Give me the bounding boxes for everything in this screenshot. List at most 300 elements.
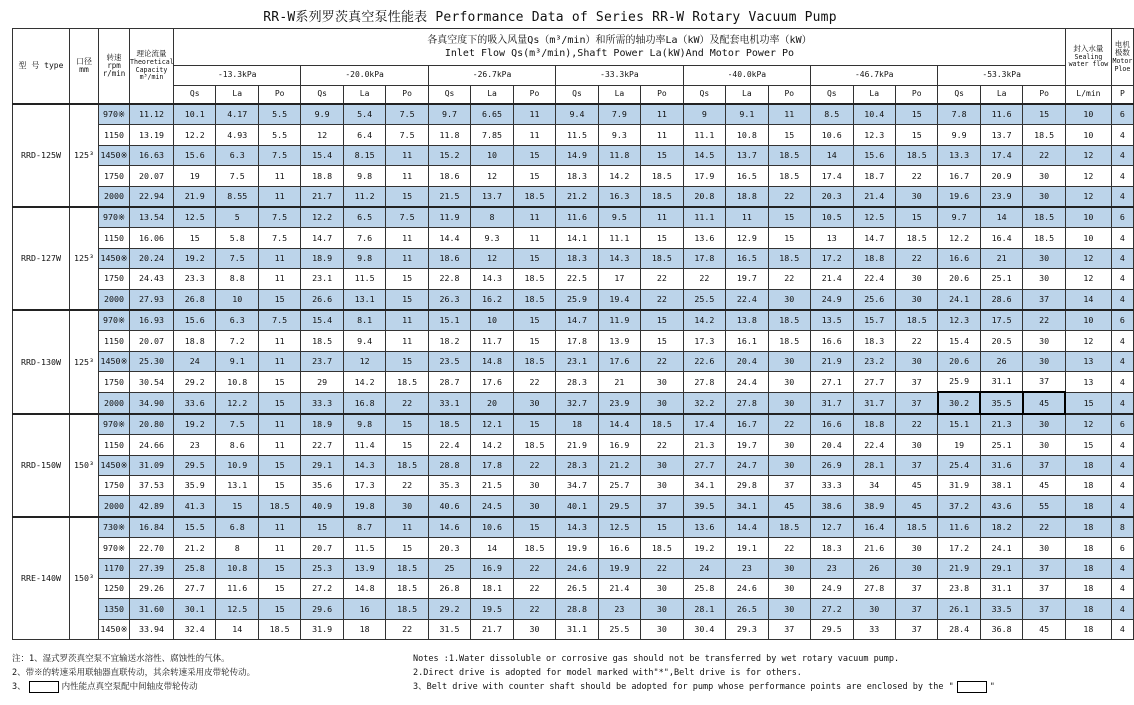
table-cell: 17.8	[471, 455, 513, 475]
table-cell: 18.3	[811, 538, 853, 558]
table-cell: 15	[258, 289, 300, 310]
table-cell: 15	[895, 125, 937, 145]
table-cell: 32.4	[174, 619, 216, 639]
table-cell: 33	[853, 619, 895, 639]
table-cell: 27.39	[130, 558, 174, 578]
table-cell: 15	[641, 517, 683, 538]
table-cell: 15	[768, 207, 810, 228]
table-cell: 9.3	[471, 228, 513, 248]
table-cell: 10	[1065, 104, 1111, 125]
table-cell: 30	[768, 558, 810, 578]
table-cell: 7.6	[343, 228, 385, 248]
table-cell: 7.2	[216, 331, 258, 351]
table-cell: 4	[1111, 186, 1133, 207]
table-cell: 11.6	[556, 207, 598, 228]
table-cell: 29.3	[726, 619, 768, 639]
table-cell: 11	[726, 207, 768, 228]
table-cell: 10.9	[216, 455, 258, 475]
table-cell: 31.1	[980, 372, 1022, 393]
table-cell: 1450※	[99, 455, 130, 475]
table-cell: 15.7	[853, 310, 895, 331]
table-cell: 18.8	[301, 166, 343, 186]
table-cell: 18.5	[513, 289, 555, 310]
table-cell: 11.1	[683, 207, 725, 228]
table-cell: 19	[938, 435, 980, 455]
table-cell: 11	[258, 331, 300, 351]
table-cell: 42.89	[130, 496, 174, 517]
table-cell: 14.7	[556, 310, 598, 331]
table-cell: 11.9	[428, 207, 470, 228]
table-cell: 24	[174, 351, 216, 371]
table-cell: 14.2	[471, 435, 513, 455]
table-cell: 16.8	[343, 392, 385, 413]
table-cell: 10	[216, 289, 258, 310]
table-cell: 11	[513, 228, 555, 248]
table-cell: 39.5	[683, 496, 725, 517]
table-cell: 15	[513, 166, 555, 186]
sub-header-qs: Qs	[938, 86, 980, 105]
table-row	[13, 248, 1134, 268]
table-cell: 40.9	[301, 496, 343, 517]
sub-header-po: Po	[258, 86, 300, 105]
table-cell: 18.5	[386, 599, 428, 619]
table-cell: 22.4	[853, 435, 895, 455]
table-cell: 30	[895, 351, 937, 371]
table-cell: 21.2	[174, 538, 216, 558]
table-cell: 18.5	[1023, 125, 1066, 145]
table-cell: 35.5	[980, 392, 1022, 413]
table-cell: 32.7	[556, 392, 598, 413]
table-cell: 12.9	[726, 228, 768, 248]
table-cell: 15.4	[938, 331, 980, 351]
table-cell: 37	[1023, 578, 1066, 598]
header-model: 型 号 type	[13, 29, 70, 105]
table-cell: 16.63	[130, 145, 174, 165]
table-cell: 7.5	[258, 207, 300, 228]
table-cell: 1350	[99, 599, 130, 619]
table-cell: 15	[258, 476, 300, 496]
table-cell: 21.7	[471, 619, 513, 639]
table-cell: 19	[174, 166, 216, 186]
table-cell: 16.6	[811, 331, 853, 351]
table-cell: 37	[768, 476, 810, 496]
table-cell: 7.5	[258, 228, 300, 248]
table-cell: 11	[386, 145, 428, 165]
table-cell: 34	[853, 476, 895, 496]
table-cell: 17.6	[471, 372, 513, 393]
table-cell: 11	[258, 166, 300, 186]
table-cell: 6.65	[471, 104, 513, 125]
table-cell: 10.8	[216, 558, 258, 578]
sub-header-po: Po	[1023, 86, 1066, 105]
table-cell: 16.5	[726, 166, 768, 186]
table-cell: 15	[386, 351, 428, 371]
table-cell: 24	[683, 558, 725, 578]
table-cell: 10.1	[174, 104, 216, 125]
table-cell: 33.1	[428, 392, 470, 413]
table-cell: 30	[641, 392, 683, 413]
table-cell: 15	[386, 538, 428, 558]
model-cell: RRD-127W	[13, 207, 70, 310]
table-cell: 21	[980, 248, 1022, 268]
table-cell: 30.2	[938, 392, 980, 413]
table-cell: 7.5	[386, 104, 428, 125]
table-cell: 19.4	[598, 289, 640, 310]
table-cell: 28.6	[980, 289, 1022, 310]
table-cell: 15	[216, 496, 258, 517]
sub-header-la: La	[726, 86, 768, 105]
table-cell: 31.09	[130, 455, 174, 475]
table-cell: 22	[1023, 145, 1066, 165]
table-cell: 35.6	[301, 476, 343, 496]
table-cell: 17.5	[980, 310, 1022, 331]
table-cell: 11.5	[556, 125, 598, 145]
table-cell: 12.2	[174, 125, 216, 145]
table-cell: 30	[1023, 269, 1066, 289]
table-cell: 15	[1023, 104, 1066, 125]
table-cell: 9.8	[343, 166, 385, 186]
vacuum-level-header: -53.3kPa	[938, 66, 1065, 86]
table-cell: 30.4	[683, 619, 725, 639]
table-cell: 31.1	[556, 619, 598, 639]
table-cell: 18.5	[641, 414, 683, 435]
sub-header-qs: Qs	[683, 86, 725, 105]
table-cell: 1150	[99, 435, 130, 455]
table-cell: 17.8	[683, 248, 725, 268]
table-cell: 16.5	[726, 248, 768, 268]
sub-header-po: Po	[641, 86, 683, 105]
table-cell: 29.6	[301, 599, 343, 619]
bore-cell: 125³	[70, 104, 99, 207]
table-row	[13, 496, 1134, 517]
table-cell: 7.5	[216, 414, 258, 435]
table-cell: 6	[1111, 538, 1133, 558]
table-cell: 17.3	[343, 476, 385, 496]
table-cell: 8.8	[216, 269, 258, 289]
table-cell: 7.5	[258, 145, 300, 165]
table-cell: 9.4	[343, 331, 385, 351]
table-cell: 19.9	[598, 558, 640, 578]
vacuum-level-header: -26.7kPa	[428, 66, 555, 86]
vacuum-level-header: -46.7kPa	[811, 66, 938, 86]
table-cell: 4	[1111, 435, 1133, 455]
table-cell: 18.5	[1023, 228, 1066, 248]
table-cell: 11	[641, 207, 683, 228]
table-cell: 9.9	[301, 104, 343, 125]
table-cell: 2000	[99, 186, 130, 207]
table-cell: 8.7	[343, 517, 385, 538]
table-cell: 970※	[99, 414, 130, 435]
table-cell: 30	[768, 351, 810, 371]
table-cell: 20.6	[938, 351, 980, 371]
table-cell: 15	[258, 372, 300, 393]
table-cell: 18.5	[768, 145, 810, 165]
table-cell: 22	[768, 538, 810, 558]
table-cell: 1450※	[99, 619, 130, 639]
table-cell: 22.70	[130, 538, 174, 558]
table-cell: 4	[1111, 476, 1133, 496]
table-cell: 37	[1023, 558, 1066, 578]
table-cell: 31.9	[301, 619, 343, 639]
table-cell: 4	[1111, 599, 1133, 619]
table-row	[13, 558, 1134, 578]
table-row	[13, 392, 1134, 413]
table-cell: 31.9	[938, 476, 980, 496]
table-cell: 16.84	[130, 517, 174, 538]
table-cell: 4	[1111, 125, 1133, 145]
table-cell: 22	[386, 392, 428, 413]
table-cell: 18.1	[471, 578, 513, 598]
table-cell: 30	[641, 599, 683, 619]
table-cell: 23.9	[598, 392, 640, 413]
table-row	[13, 538, 1134, 558]
table-cell: 1450※	[99, 351, 130, 371]
table-cell: 25.6	[853, 289, 895, 310]
table-cell: 15.4	[301, 310, 343, 331]
table-cell: 21.2	[556, 186, 598, 207]
table-row	[13, 166, 1134, 186]
table-cell: 28.8	[556, 599, 598, 619]
sub-header-la: La	[216, 86, 258, 105]
table-cell: 6.3	[216, 310, 258, 331]
table-cell: 29.5	[811, 619, 853, 639]
table-cell: 19.8	[343, 496, 385, 517]
table-cell: 8.55	[216, 186, 258, 207]
table-cell: 12	[471, 166, 513, 186]
table-cell: 30	[768, 455, 810, 475]
table-cell: 17.4	[980, 145, 1022, 165]
table-cell: 8.15	[343, 145, 385, 165]
table-cell: 28.1	[853, 455, 895, 475]
table-cell: 7.5	[216, 248, 258, 268]
table-cell: 13	[811, 228, 853, 248]
table-cell: 5.4	[343, 104, 385, 125]
table-row	[13, 455, 1134, 475]
table-cell: 19.2	[683, 538, 725, 558]
table-cell: 14.3	[556, 517, 598, 538]
table-cell: 30	[895, 558, 937, 578]
table-row	[13, 331, 1134, 351]
bore-cell: 150³	[70, 517, 99, 640]
table-cell: 22	[513, 372, 555, 393]
table-cell: 30	[1023, 414, 1066, 435]
table-cell: 30	[641, 476, 683, 496]
table-cell: 14.8	[471, 351, 513, 371]
table-cell: 45	[1023, 476, 1066, 496]
table-cell: 22.8	[428, 269, 470, 289]
table-cell: 21.9	[174, 186, 216, 207]
table-cell: 15.4	[301, 145, 343, 165]
table-cell: 18.9	[301, 414, 343, 435]
table-cell: 7.5	[216, 166, 258, 186]
table-cell: 1750	[99, 269, 130, 289]
table-cell: 11.9	[598, 310, 640, 331]
table-cell: 11	[386, 228, 428, 248]
table-cell: 24.9	[811, 578, 853, 598]
table-cell: 12.2	[301, 207, 343, 228]
table-cell: 15	[386, 435, 428, 455]
table-cell: 32.2	[683, 392, 725, 413]
table-cell: 15.1	[938, 414, 980, 435]
sub-header-la: La	[980, 86, 1022, 105]
table-cell: 24.1	[938, 289, 980, 310]
table-cell: 24.1	[980, 538, 1022, 558]
table-cell: 22	[513, 455, 555, 475]
table-cell: 11	[386, 310, 428, 331]
table-cell: 15	[513, 145, 555, 165]
table-row	[13, 269, 1134, 289]
table-cell: 9	[683, 104, 725, 125]
table-cell: 1250	[99, 578, 130, 598]
table-row	[13, 289, 1134, 310]
table-cell: 6.4	[343, 125, 385, 145]
table-cell: 12.5	[174, 207, 216, 228]
table-cell: 12	[1065, 331, 1111, 351]
table-cell: 29.26	[130, 578, 174, 598]
table-cell: 29.5	[174, 455, 216, 475]
table-cell: 40.1	[556, 496, 598, 517]
table-row	[13, 228, 1134, 248]
table-cell: 22	[641, 435, 683, 455]
table-cell: 14.8	[343, 578, 385, 598]
table-cell: 30	[1023, 166, 1066, 186]
table-cell: 15	[768, 228, 810, 248]
table-cell: 26.6	[301, 289, 343, 310]
table-row	[13, 599, 1134, 619]
table-cell: 15	[513, 414, 555, 435]
table-cell: 9.8	[343, 414, 385, 435]
table-cell: 30	[768, 599, 810, 619]
table-cell: 18.8	[726, 186, 768, 207]
table-cell: 10.6	[471, 517, 513, 538]
table-cell: 7.8	[938, 104, 980, 125]
table-cell: 11	[386, 248, 428, 268]
table-cell: 11	[258, 269, 300, 289]
table-cell: 10.4	[853, 104, 895, 125]
table-cell: 10	[1065, 310, 1111, 331]
table-cell: 30	[513, 496, 555, 517]
table-cell: 18	[343, 619, 385, 639]
table-cell: 37	[895, 455, 937, 475]
table-cell: 8.6	[216, 435, 258, 455]
table-cell: 12	[471, 248, 513, 268]
table-cell: 16.6	[938, 248, 980, 268]
table-cell: 27.7	[174, 578, 216, 598]
table-cell: 22	[641, 269, 683, 289]
table-cell: 4	[1111, 455, 1133, 475]
table-cell: 30	[768, 392, 810, 413]
table-cell: 11	[386, 166, 428, 186]
table-cell: 21.2	[598, 455, 640, 475]
table-cell: 9.9	[938, 125, 980, 145]
table-cell: 23.2	[853, 351, 895, 371]
table-cell: 23.7	[301, 351, 343, 371]
table-cell: 21.4	[853, 186, 895, 207]
table-row	[13, 435, 1134, 455]
table-cell: 19.6	[938, 186, 980, 207]
table-cell: 18.5	[641, 538, 683, 558]
table-cell: 37	[1023, 599, 1066, 619]
table-cell: 33.94	[130, 619, 174, 639]
table-row	[13, 517, 1134, 538]
table-cell: 11.8	[598, 145, 640, 165]
header-speed: 转速 rpm r/min	[99, 29, 130, 105]
table-cell: 4	[1111, 331, 1133, 351]
table-cell: 20.80	[130, 414, 174, 435]
table-cell: 19.5	[471, 599, 513, 619]
table-cell: 2000	[99, 289, 130, 310]
table-cell: 18.5	[386, 455, 428, 475]
table-cell: 20.4	[726, 351, 768, 371]
table-cell: 40.6	[428, 496, 470, 517]
table-cell: 18.5	[258, 619, 300, 639]
table-cell: 18.5	[428, 414, 470, 435]
table-cell: 1450※	[99, 248, 130, 268]
table-cell: 16.9	[598, 435, 640, 455]
table-cell: 12.5	[216, 599, 258, 619]
table-cell: 18.3	[853, 331, 895, 351]
table-cell: 13.7	[471, 186, 513, 207]
table-cell: 26.5	[556, 578, 598, 598]
table-cell: 30	[895, 269, 937, 289]
sub-header-la: La	[853, 86, 895, 105]
table-cell: 22	[768, 414, 810, 435]
table-cell: 18.5	[386, 578, 428, 598]
table-cell: 21.3	[683, 435, 725, 455]
vacuum-level-header: -33.3kPa	[556, 66, 683, 86]
table-row	[13, 414, 1134, 435]
table-cell: 6	[1111, 310, 1133, 331]
table-cell: 30	[1023, 248, 1066, 268]
table-cell: 25.30	[130, 351, 174, 371]
table-cell: 11	[258, 435, 300, 455]
table-cell: 21.9	[811, 351, 853, 371]
table-cell: 18.5	[895, 517, 937, 538]
table-cell: 11	[641, 104, 683, 125]
table-cell: 16.7	[726, 414, 768, 435]
table-cell: 20.3	[811, 186, 853, 207]
table-cell: 22	[386, 619, 428, 639]
table-cell: 4	[1111, 145, 1133, 165]
table-cell: 24.7	[726, 455, 768, 475]
vacuum-level-header: -40.0kPa	[683, 66, 810, 86]
table-cell: 15	[641, 228, 683, 248]
table-cell: 18.5	[258, 496, 300, 517]
table-cell: 20.6	[938, 269, 980, 289]
table-cell: 14.3	[471, 269, 513, 289]
header-motor-poles: 电机 极数 Motor Ploe	[1111, 29, 1133, 86]
table-cell: 7.85	[471, 125, 513, 145]
table-cell: 22	[895, 414, 937, 435]
table-cell: 10	[1065, 207, 1111, 228]
table-cell: 11.5	[343, 269, 385, 289]
table-cell: 30	[641, 619, 683, 639]
table-cell: 11.5	[343, 538, 385, 558]
bore-cell: 125³	[70, 207, 99, 310]
table-cell: 4	[1111, 269, 1133, 289]
table-cell: 21.5	[428, 186, 470, 207]
table-cell: 14.3	[343, 455, 385, 475]
table-cell: 30	[1023, 351, 1066, 371]
table-cell: 18.5	[768, 517, 810, 538]
table-cell: 18.5	[1023, 207, 1066, 228]
table-cell: 30	[895, 186, 937, 207]
table-cell: 18.5	[641, 248, 683, 268]
table-cell: 23.8	[938, 578, 980, 598]
table-cell: 15	[386, 186, 428, 207]
table-cell: 12	[301, 125, 343, 145]
table-cell: 22	[386, 476, 428, 496]
